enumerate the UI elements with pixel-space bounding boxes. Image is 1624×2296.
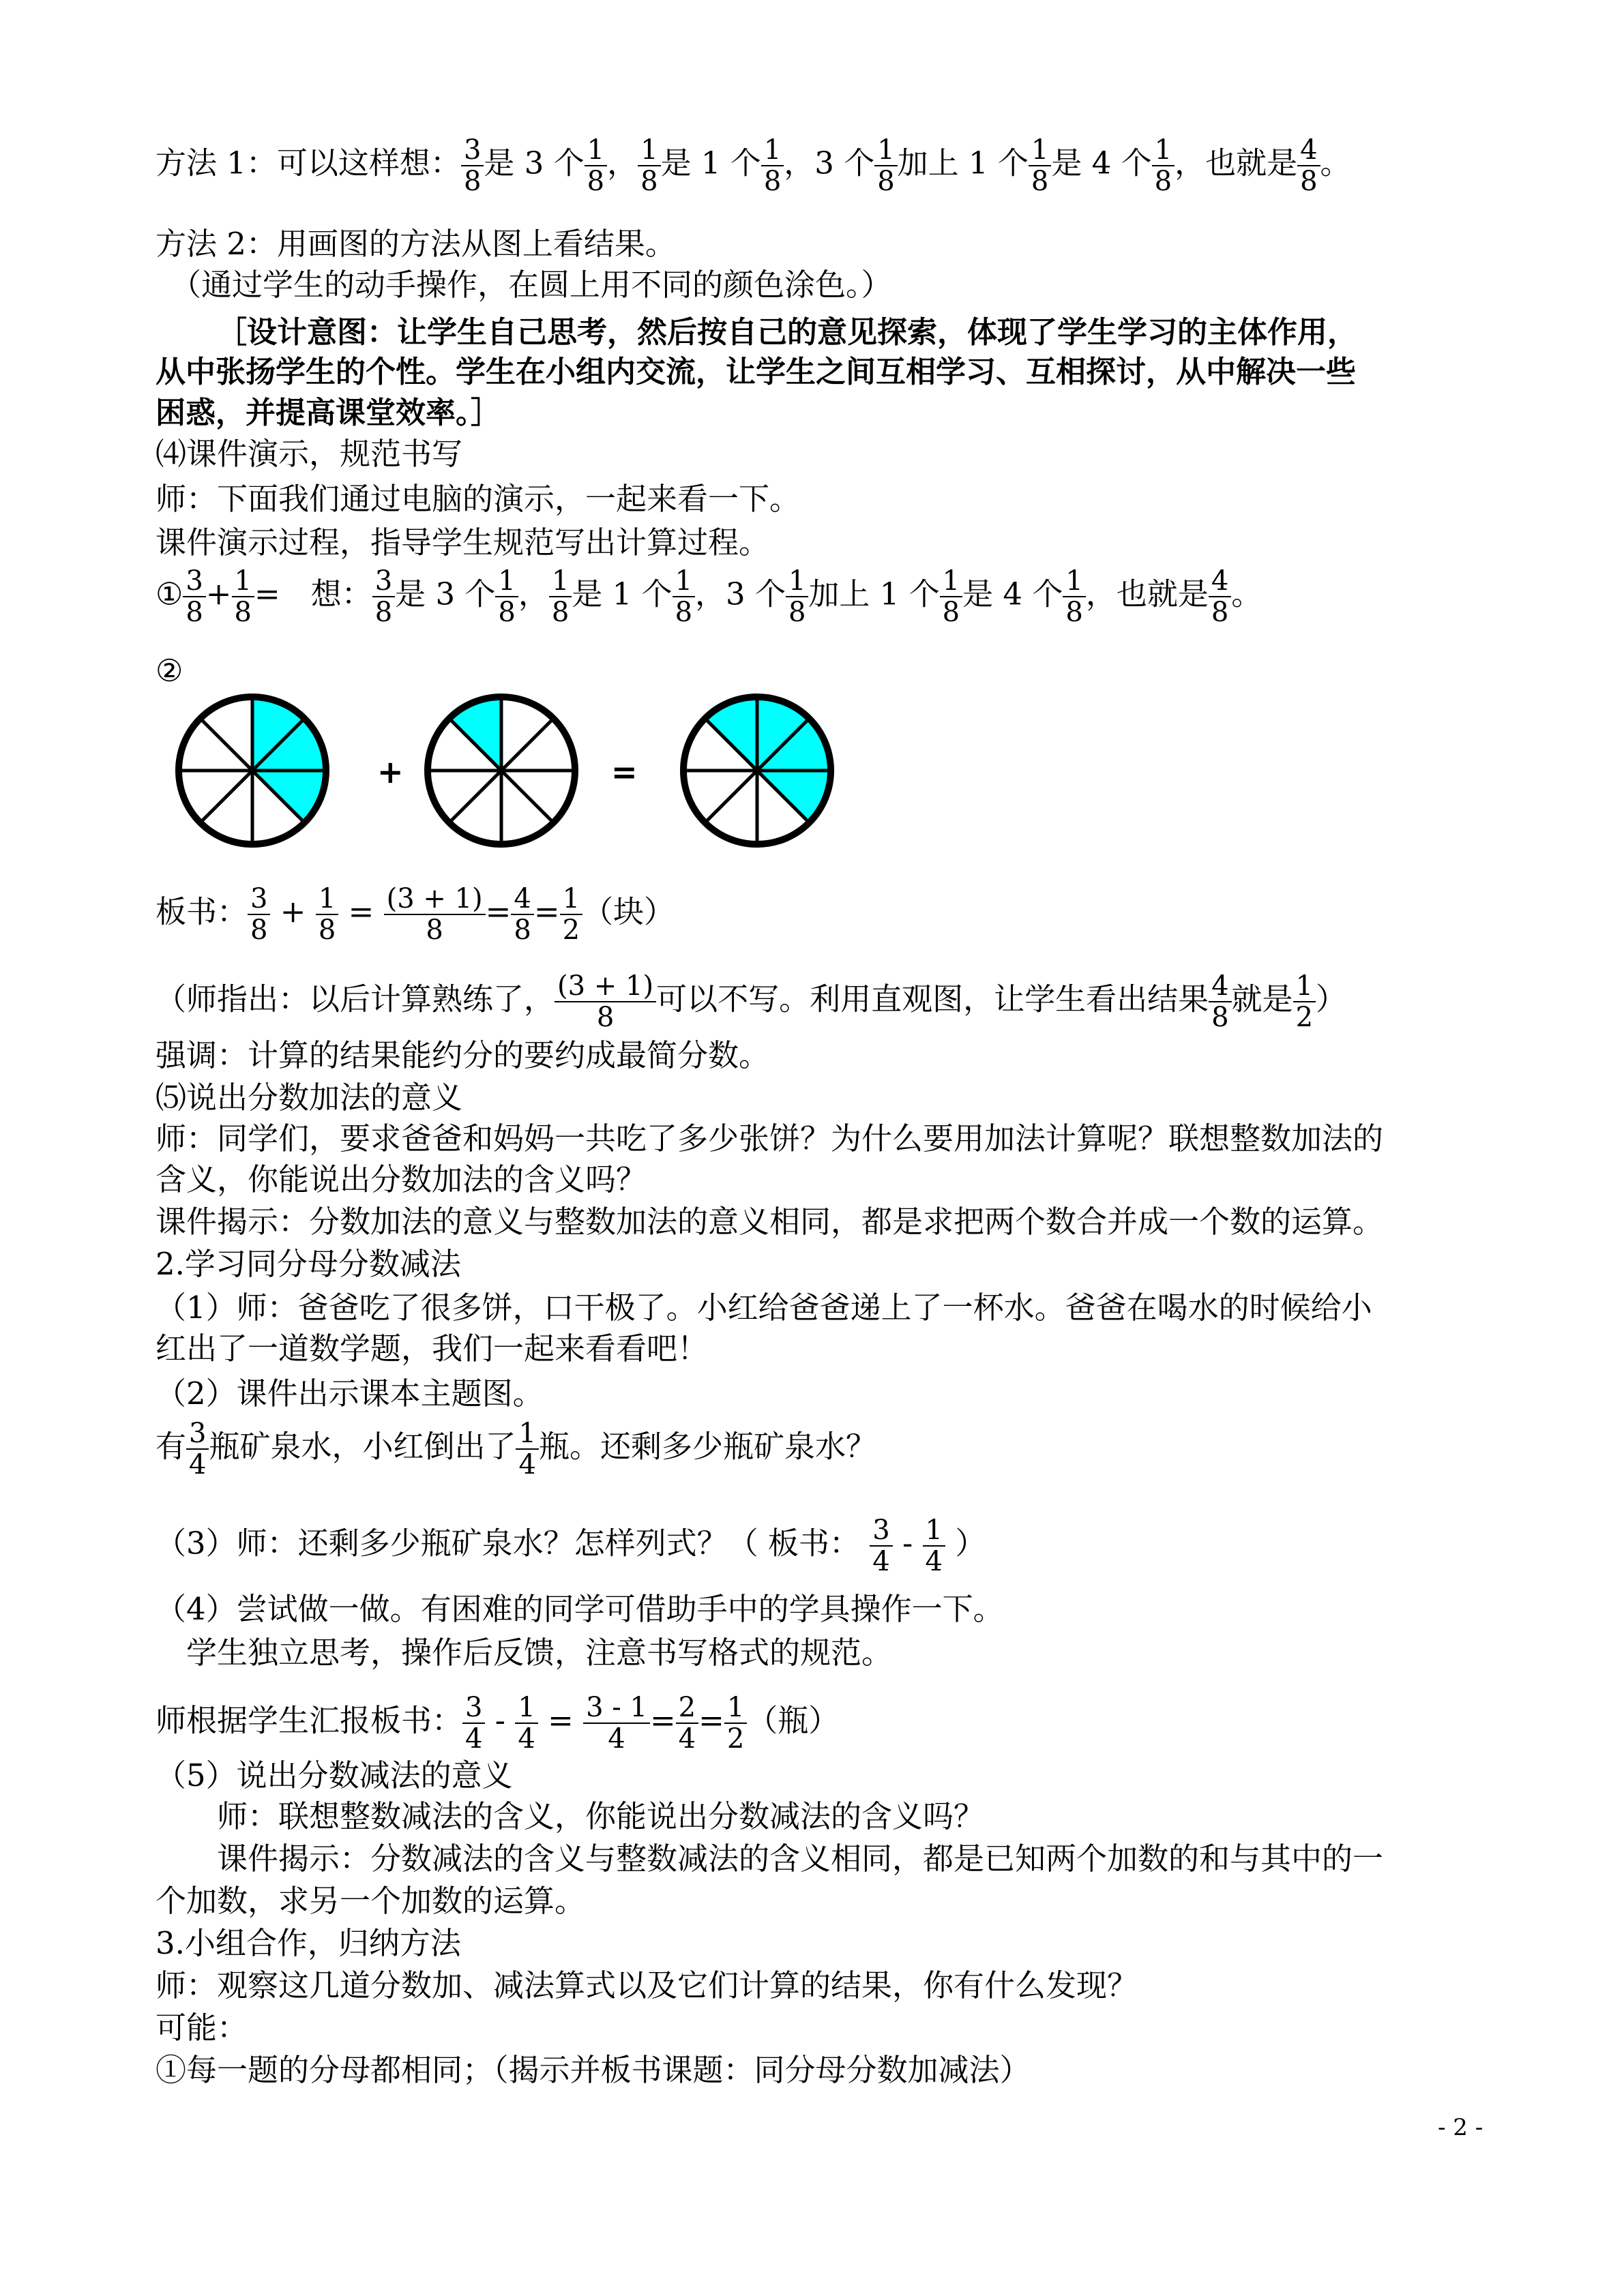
line: 课件揭示：分数加法的意义与整数加法的意义相同，都是求把两个数合并成一个数的运算。	[156, 1204, 1384, 1240]
note: （通过学生的动手操作，在圆上用不同的颜色涂色。）	[171, 267, 892, 303]
line: 强调：计算的结果能约分的要约成最简分数。	[156, 1037, 770, 1073]
frac: $\frac{1}{8}$	[549, 566, 572, 627]
frac: $\frac{1}{8}$	[1029, 135, 1051, 196]
intent-3: 困惑，并提高课堂效率。］	[156, 396, 501, 430]
equals: =	[611, 754, 638, 790]
frac: $\frac{1}{8}$	[940, 566, 962, 627]
calc-1: ① $\frac{3}{8}$ + $\frac{1}{8}$ = 想： $\frac{3}{8}$ 是 3 个 $\frac{1}{8}$ ， $\frac{1}{8}$ 是 1 个 $\frac{1}{8}$ ，3 个 $\frac{1}{8}$ 加上 1 个 $\frac{1}{8}$ 是 4 个 $\frac{1}{8}$ ，也就是 $\frac{4}{8}$ 。	[156, 565, 1263, 628]
frac: $\frac{3 - 1}{4}$	[583, 1693, 650, 1754]
line: 含义，你能说出分数加法的含义吗？	[156, 1161, 647, 1197]
line: （1）师：爸爸吃了很多饼，口干极了。小红给爸爸递上了一杯水。爸爸在喝水的时候给小	[156, 1289, 1372, 1326]
teacher-note: （师指出：以后计算熟练了， $\frac{(3 + 1)}{8}$ 可以不写。利用直观图，让学生看出结果 $\frac{4}{8}$ 就是 $\frac{1}{2}$ ）	[156, 970, 1347, 1033]
section-5: ⑸说出分数加法的意义	[156, 1079, 463, 1116]
calc-2: ②	[156, 653, 183, 689]
line: 可能：	[156, 2010, 248, 2046]
frac: $\frac{4}{8}$	[511, 884, 533, 945]
frac: $\frac{1}{8}$	[786, 566, 808, 627]
frac: $\frac{1}{8}$	[638, 135, 660, 196]
problem: 有 $\frac{3}{4}$ 瓶矿泉水，小红倒出了 $\frac{1}{4}$ 瓶。还剩多少瓶矿泉水？	[156, 1418, 876, 1480]
frac: $\frac{1}{4}$	[923, 1515, 945, 1577]
frac: $\frac{1}{2}$	[724, 1693, 747, 1754]
frac: $\frac{1}{8}$	[1063, 566, 1085, 627]
heading-3: 3.小组合作，归纳方法	[156, 1925, 461, 1961]
line: 师：同学们，要求爸爸和妈妈一共吃了多少张饼？为什么要用加法计算呢？联想整数加法的	[156, 1120, 1384, 1157]
pie-3-8	[179, 697, 326, 844]
frac: $\frac{1}{8}$	[495, 566, 518, 627]
frac: $\frac{4}{8}$	[1209, 566, 1231, 627]
pie-1-8	[428, 697, 575, 844]
page-number: - 2 -	[1438, 2114, 1483, 2141]
frac: $\frac{3}{8}$	[183, 566, 205, 627]
frac: $\frac{1}{2}$	[1293, 971, 1316, 1032]
line: 课件揭示：分数减法的含义与整数减法的含义相同，都是已知两个加数的和与其中的一	[156, 1840, 1384, 1877]
line: （2）课件出示课本主题图。	[156, 1375, 544, 1412]
frac: $\frac{1}{4}$	[516, 1418, 538, 1480]
frac: $\frac{1}{8}$	[316, 884, 338, 945]
plus: +	[377, 754, 404, 790]
frac: $\frac{3}{8}$	[461, 135, 484, 196]
intent-2: 从中张扬学生的个性。学生在小组内交流，让学生之间互相学习、互相探讨，从中解决一些	[156, 355, 1356, 389]
frac: $\frac{3}{8}$	[248, 884, 270, 945]
frac: $\frac{1}{8}$	[874, 135, 897, 196]
line: 师：观察这几道分数加、减法算式以及它们计算的结果，你有什么发现？	[156, 1967, 1138, 2003]
line: 个加数，求另一个加数的运算。	[156, 1883, 586, 1919]
line: ①每一题的分母都相同；（揭示并板书课题：同分母分数加减法）	[156, 2052, 1031, 2088]
pie-figure	[164, 689, 846, 852]
line: 课件演示过程，指导学生规范写出计算过程。	[156, 524, 770, 561]
frac: $\frac{(3 + 1)}{8}$	[384, 884, 486, 945]
method-1: 方法 1：可以这样想： $\frac{3}{8}$ 是 3 个 $\frac{1}{8}$ ， $\frac{1}{8}$ 是 1 个 $\frac{1}{8}$ ，3 个 $\frac{1}{8}$ 加上 1 个 $\frac{1}{8}$ 是 4 个 $\frac{1}{8}$ ，也就是 $\frac{4}{8}$ 。	[156, 134, 1351, 197]
frac: $\frac{4}{8}$	[1297, 135, 1320, 196]
frac: $\frac{1}{8}$	[585, 135, 607, 196]
frac: $\frac{1}{8}$	[1152, 135, 1175, 196]
frac: $\frac{1}{8}$	[673, 566, 695, 627]
heading-2: 2.学习同分母分数减法	[156, 1246, 461, 1282]
method-2: 方法 2：用画图的方法从图上看结果。	[156, 226, 676, 262]
step-3: （3）师：还剩多少瓶矿泉水？怎样列式？（ 板书： $\frac{3}{4}$ - $\frac{1}{4}$ ）	[156, 1515, 986, 1577]
line: 学生独立思考，操作后反馈，注意书写格式的规范。	[156, 1635, 893, 1671]
frac: $\frac{1}{8}$	[232, 566, 254, 627]
frac: $\frac{1}{4}$	[515, 1693, 537, 1754]
intent-1: ［设计意图：让学生自己思考，然后按自己的意见探索，体现了学生学习的主体作用，	[217, 315, 1357, 350]
frac: $\frac{3}{4}$	[462, 1693, 485, 1754]
frac: $\frac{3}{4}$	[186, 1418, 209, 1480]
section-6: （5）说出分数减法的意义	[156, 1757, 513, 1793]
line: 红出了一道数学题，我们一起来看看吧！	[156, 1330, 709, 1367]
line: 师：联想整数减法的含义，你能说出分数减法的含义吗？	[156, 1798, 985, 1834]
board-1: 板书： $\frac{3}{8}$ + $\frac{1}{8}$ = $\frac{(3 + 1)}{8}$ = $\frac{4}{8}$ = $\frac{1}{2}$ （块）	[156, 883, 675, 946]
board-2: 师根据学生汇报板书： $\frac{3}{4}$ - $\frac{1}{4}$ = $\frac{3 - 1}{4}$ = $\frac{2}{4}$ = $\frac{1}{2}$ （瓶）	[156, 1692, 840, 1755]
frac: $\frac{1}{8}$	[761, 135, 784, 196]
frac: $\frac{2}{4}$	[676, 1693, 698, 1754]
frac: $\frac{3}{8}$	[372, 566, 395, 627]
frac: $\frac{3}{4}$	[870, 1515, 892, 1577]
frac: $\frac{(3 + 1)}{8}$	[555, 971, 656, 1032]
frac: $\frac{1}{2}$	[560, 884, 582, 945]
line: （4）尝试做一做。有困难的同学可借助手中的学具操作一下。	[156, 1591, 1004, 1627]
pie-4-8	[683, 697, 831, 844]
line: 师：下面我们通过电脑的演示，一起来看一下。	[156, 481, 801, 517]
frac: $\frac{4}{8}$	[1209, 971, 1231, 1032]
section-4: ⑷课件演示，规范书写	[156, 436, 463, 472]
